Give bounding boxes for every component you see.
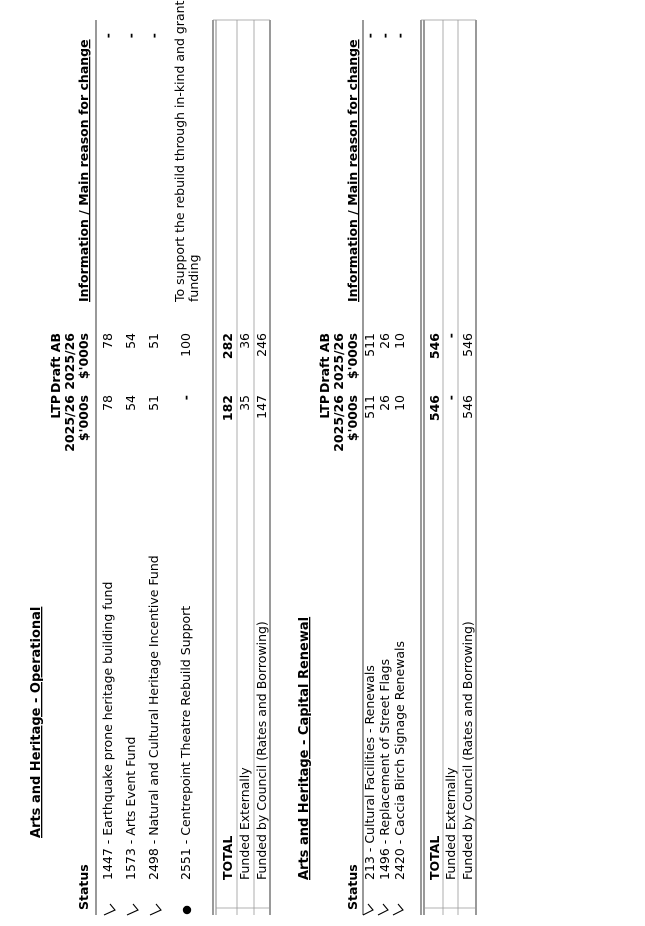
capital-total-label: TOTAL [427,835,442,880]
operational-row-info-continued: funding [186,254,201,302]
operational-funded-externally-draft: 36 [237,333,252,349]
operational-total-ltp: 182 [220,395,235,422]
operational-row-draft: 51 [146,333,161,349]
operational-status-header: Status [76,864,91,910]
operational-funded-externally-ltp: 35 [237,395,252,411]
operational-row-change: - [100,33,115,39]
capital-row-item: 213 - Cultural Facilities - Renewals [362,665,377,880]
capital-row-change: - [392,33,407,39]
capital-row-ltp: 511 [362,395,377,419]
capital-total-ltp: 546 [427,395,442,422]
capital-funded-council-label: Funded by Council (Rates and Borrowing) [460,621,475,880]
capital-title: Arts and Heritage - Capital Renewal [297,616,312,880]
operational-draft-header-2: 2025/26 [62,333,77,390]
capital-total-draft: 546 [427,333,442,360]
operational-info-header: Information / Main reason for change [76,39,91,302]
capital-row-draft: 26 [377,333,392,349]
funded-externally-row [443,333,458,880]
funded-externally-row [237,333,252,880]
operational-row-info: To support the rebuild through in-kind and grant [172,0,187,302]
dot-icon [183,906,191,914]
operational-row-ltp: 51 [146,395,161,411]
capital-row-item: 2420 - Caccia Birch Signage Renewals [392,640,407,880]
capital-status-header: Status [345,864,360,910]
operational-funded-council-ltp: 147 [254,395,269,419]
table-row [100,33,115,915]
check-icon [393,904,403,915]
operational-ltp-header-3: $'000s [76,395,91,442]
total-row [427,333,442,880]
capital-row-change: - [362,33,377,39]
operational-title: Arts and Heritage - Operational [29,606,44,838]
capital-row-ltp: 26 [377,395,392,411]
capital-draft-header-1: Draft AB [317,333,332,393]
operational-funded-council-label: Funded by Council (Rates and Borrowing) [254,621,269,880]
operational-row-ltp: 54 [123,395,138,411]
table-row [377,33,392,915]
capital-info-header: Information / Main reason for change [345,39,360,302]
operational-funded-externally-label: Funded Externally [237,767,252,880]
check-icon [378,904,388,915]
capital-row-change: - [377,33,392,39]
operational-row-draft: 78 [100,333,115,349]
operational-ltp-header-2: 2025/26 [62,395,77,452]
capital-funded-council-ltp: 546 [460,395,475,419]
operational-draft-header-1: Draft AB [48,333,63,393]
capital-row-ltp: 10 [392,395,407,411]
funded-by-council-row [254,333,269,880]
capital-row-draft: 10 [392,333,407,349]
operational-row-ltp: 78 [100,395,115,411]
check-icon [150,904,161,915]
capital-funded-externally-ltp: - [443,395,458,401]
total-row [220,333,235,880]
operational-row-item: 1573 - Arts Event Fund [123,736,138,880]
capital-funded-externally-label: Funded Externally [443,767,458,880]
capital-funded-externally-draft: - [443,333,458,339]
operational-total-draft: 282 [220,333,235,360]
capital-row-draft: 511 [362,333,377,357]
operational-row-item: 1447 - Earthquake prone heritage building fund [100,581,115,880]
funded-by-council-row [460,333,475,880]
check-icon [104,904,115,915]
operational-row-item: 2551 - Centrepoint Theatre Rebuild Support [178,605,193,880]
table-row [172,0,201,914]
capital-ltp-header-3: $'000s [345,395,360,442]
operational-ltp-header-1: LTP [48,395,63,419]
capital-draft-header-3: $'000s [345,333,360,380]
operational-total-label: TOTAL [220,835,235,880]
check-icon [363,904,373,915]
operational-row-change: - [123,33,138,39]
capital-row-item: 1496 - Replacement of Street Flags [377,658,392,880]
operational-row-item: 2498 - Natural and Cultural Heritage Incentive Fund [146,555,161,880]
operational-section [29,0,270,915]
table-row [123,33,138,915]
check-icon [127,904,138,915]
table-row [146,33,161,915]
capital-section [297,20,476,915]
capital-ltp-header-1: LTP [317,395,332,419]
capital-funded-council-draft: 546 [460,333,475,357]
operational-row-draft: 54 [123,333,138,349]
table-row [362,33,377,915]
table-row [392,33,407,915]
operational-row-draft: 100 [178,333,193,357]
operational-row-ltp: - [178,395,193,401]
capital-ltp-header-2: 2025/26 [331,395,346,452]
operational-funded-council-draft: 246 [254,333,269,357]
operational-row-change: - [146,33,161,39]
operational-draft-header-3: $'000s [76,333,91,380]
capital-draft-header-2: 2025/26 [331,333,346,390]
